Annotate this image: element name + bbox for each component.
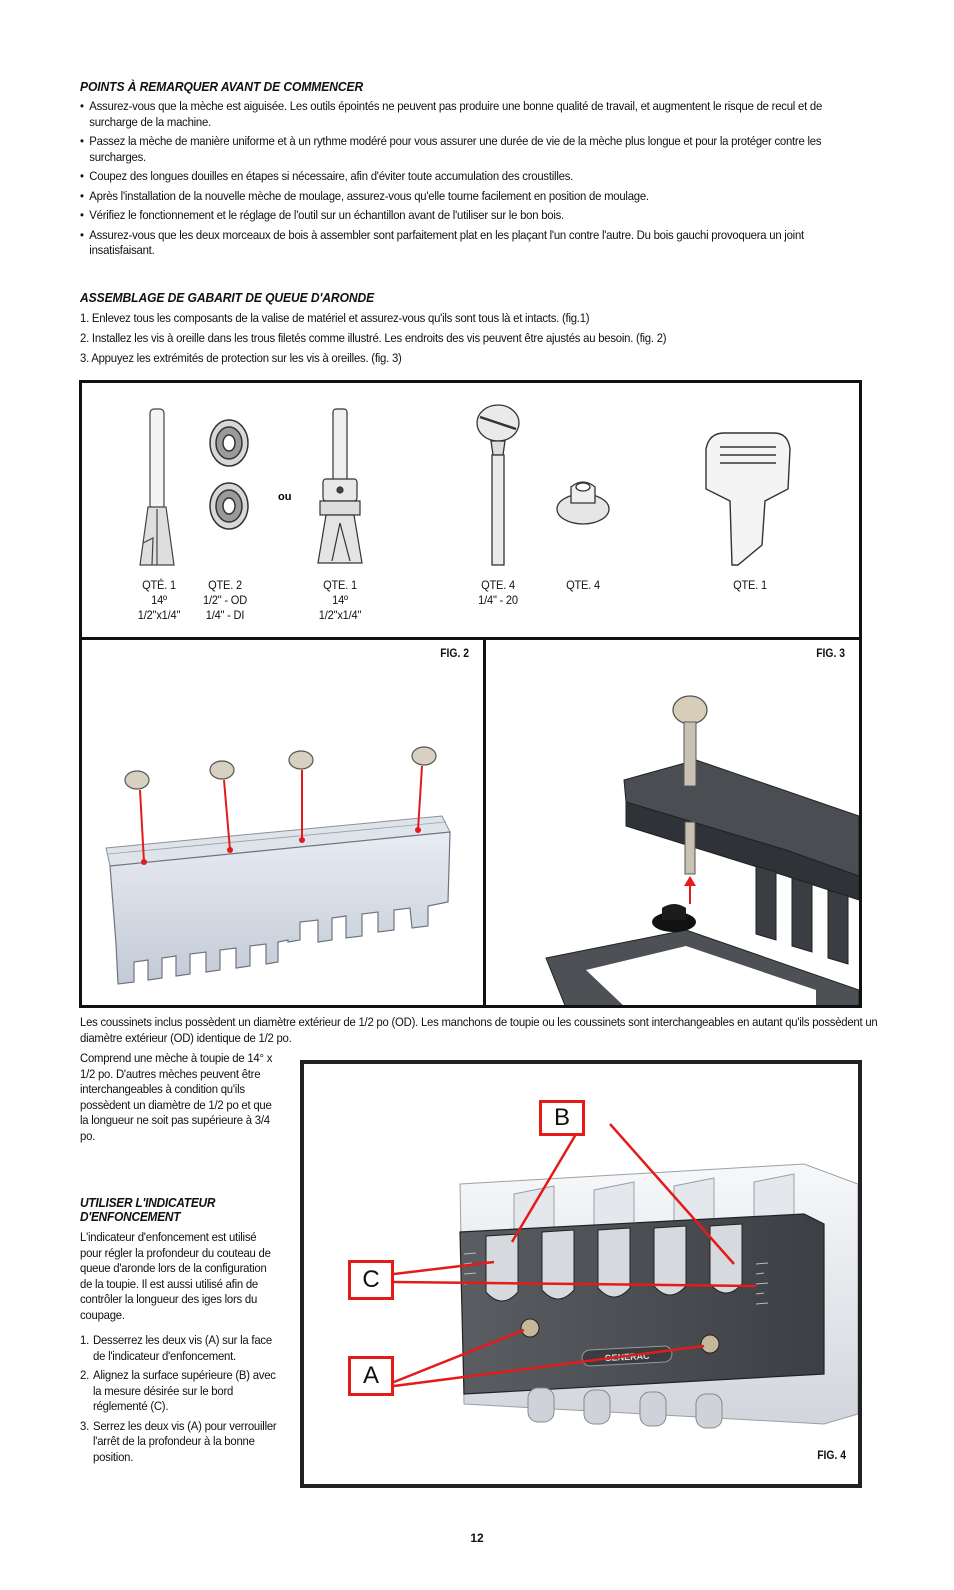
depth-key-image <box>706 433 790 565</box>
figure-box <box>79 380 862 1008</box>
list-item: 3. Serrez les deux vis (A) pour verrouiller l'arrêt de la profondeur à la bonne position. <box>80 1418 277 1464</box>
fig4-label: FIG. 4 <box>817 1450 846 1462</box>
sidebar-intro: Comprend une mèche à toupie de 14° x 1/2 po. D'autres mèches peuvent être interchangeables à condition qu'ils possèdent un diamètre de 1/2 po et que la longueur ne soit pas supérieure à 3/4 po. <box>80 1051 273 1143</box>
fig2-illustration <box>82 640 486 1005</box>
list-item: 1. Enlevez tous les composants de la valise de matériel et assurez-vous qu'ils sont tous là et intacts. (fig.1) <box>80 311 590 325</box>
callout-b: B <box>539 1100 585 1136</box>
section-heading-points: POINTS À REMARQUER AVANT DE COMMENCER <box>80 79 364 94</box>
brand-text: GENERAC <box>604 1350 650 1364</box>
list-item: • Vérifiez le fonctionnement et le réglage de l'outil sur un échantillon avant de l'utiliser sur le bon bois. <box>80 208 857 224</box>
list-item: 1. Desserrez les deux vis (A) sur la face de l'indicateur d'enfoncement. <box>80 1333 272 1363</box>
sidebar-heading: UTILISER L'INDICATEUR D'ENFONCEMENT <box>80 1195 216 1224</box>
or-label: ou <box>278 491 292 503</box>
fig1-components <box>82 383 859 637</box>
fig4-panel <box>300 1060 862 1488</box>
list-item: • Assurez-vous que les deux morceaux de bois à assembler sont parfaitement plat en les plaçant l'un contre l'autre. Du bois gauchi provoquera un joint insatisfaisant. <box>80 228 857 259</box>
points-list <box>80 99 857 263</box>
fig2-label: FIG. 2 <box>440 648 469 660</box>
list-item: • Coupez des longues douilles en étapes si nécessaire, afin d'éviter toute accumulation des croustilles. <box>80 169 857 185</box>
qty-depth-key: QTE. 1 <box>733 578 767 592</box>
bearing-bit-image <box>318 409 362 563</box>
list-item: 2. Alignez la surface supérieure (B) avec la mesure désirée sur le bord réglementé (C). <box>80 1368 276 1413</box>
fig3-illustration <box>486 640 859 1005</box>
list-item: 2. Installez les vis à oreille dans les trous filetés comme illustré. Les endroits des vis peuvent être ajustés au besoin. (fig. 2) <box>80 331 667 345</box>
wing-screws <box>125 747 436 789</box>
list-item: 3. Appuyez les extrémités de protection sur les vis à oreilles. (fig. 3) <box>80 351 402 365</box>
qty-dovetail-bit: QTÉ. 1 14º 1/2"x1/4" <box>137 578 181 622</box>
qty-caps: QTE. 4 <box>566 578 600 592</box>
callout-c: C <box>348 1260 394 1300</box>
protective-cap-image <box>557 482 609 524</box>
qty-bearing-bit: QTE. 1 14º 1/2"x1/4" <box>318 578 362 622</box>
qty-wing-screws: QTE. 4 1/4" - 20 <box>478 578 518 607</box>
dovetail-bit-image <box>140 409 174 565</box>
list-item: • Passez la mèche de manière uniforme et à un rythme modéré pour vous assurer une durée de vie de la mèche plus longue et pour la protéger contre les surcharges. <box>80 134 857 165</box>
list-item: • Après l'installation de la nouvelle mèche de moulage, assurez-vous qu'elle tourne facilement en position de moulage. <box>80 189 857 205</box>
callout-a: A <box>348 1356 394 1396</box>
fig3-panel <box>486 637 859 1005</box>
bearing-image <box>210 420 248 529</box>
qty-bearings: QTE. 2 1/2" - OD 1/4" - DI <box>203 578 247 622</box>
wing-screw-image <box>477 405 519 565</box>
list-item: • Assurez-vous que la mèche est aiguisée. Les outils épointés ne peuvent pas produire une bonne qualité de travail, et augmentent le risque de recul et de surcharge de la machine. <box>80 99 857 130</box>
fig3-label: FIG. 3 <box>816 648 845 660</box>
sidebar-steps <box>80 1333 277 1465</box>
section-heading-assemblage: ASSEMBLAGE DE GABARIT DE QUEUE D'ARONDE <box>80 290 375 305</box>
fig2-panel <box>82 637 486 1005</box>
page-number: 12 <box>470 1531 484 1545</box>
bushing-note: Les coussinets inclus possèdent un diamètre extérieur de 1/2 po (OD). Les manchons de toupie ou les coussinets sont interchangeables en autant qu'ils possèdent un diamètre extérieur (OD) identique de 1/2 po. <box>80 1015 878 1045</box>
sidebar-body: L'indicateur d'enfoncement est utilisé pour régler la profondeur du couteau de queue d'aronde lors de la configuration de la toupie. Il est aussi utilisé afin de contrôler la longueur des iges lors du coupage. <box>80 1230 271 1322</box>
assembly-steps <box>80 311 857 371</box>
